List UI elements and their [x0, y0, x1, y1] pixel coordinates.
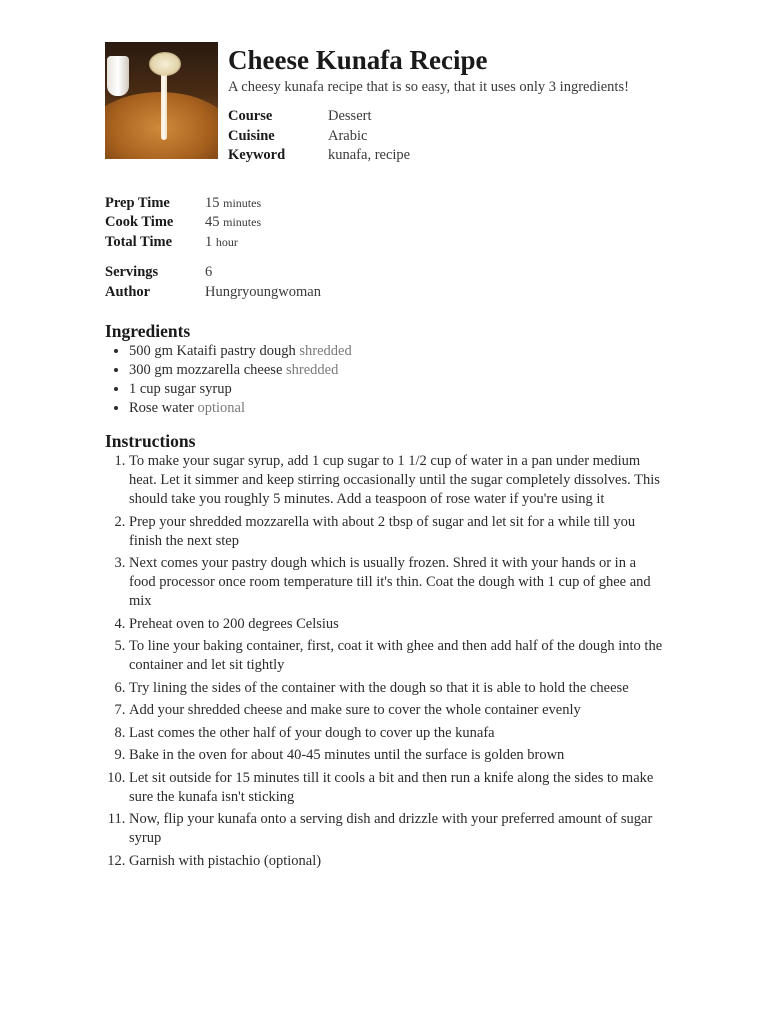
- kunafa-photo: [105, 42, 218, 159]
- time-label: Prep Time: [105, 194, 170, 211]
- ingredient-text: 500 gm Kataifi pastry dough: [129, 343, 296, 359]
- ingredient-item: [129, 399, 665, 418]
- meta-row-course: [228, 107, 410, 127]
- recipe-title: Cheese Kunafa Recipe: [228, 45, 488, 75]
- time-unit: minutes: [223, 215, 262, 229]
- meta-row-keyword: [228, 146, 410, 166]
- meta-value: Arabic: [328, 127, 368, 144]
- recipe-times: [105, 194, 261, 253]
- time-value: [205, 194, 261, 214]
- instruction-step: 11. Now, flip your kunafa onto a serving dish and drizzle with your preferred amount of sugar syrup: [129, 810, 665, 848]
- time-amount: 15: [205, 194, 220, 211]
- instructions-list: [105, 452, 665, 871]
- meta-label: Keyword: [228, 147, 286, 163]
- ingredient-note: shredded: [299, 343, 352, 359]
- time-row-cook: [105, 213, 261, 233]
- instruction-step: 5. To line your baking container, first, coat it with ghee and then add half of the dough into the container and let sit tightly: [129, 637, 665, 675]
- time-label: Total Time: [105, 233, 173, 250]
- time-value: [205, 213, 261, 233]
- meta-label: Course: [228, 108, 273, 124]
- recipe-summary: A cheesy kunafa recipe that is so easy, that it uses only 3 ingredients!: [228, 79, 629, 95]
- ingredient-text: 1 cup sugar syrup: [129, 381, 232, 397]
- instruction-step: 1. To make your sugar syrup, add 1 cup sugar to 1 1/2 cup of water in a pan under medium heat. Let it simmer and keep stirring occasionally until the sugar completely dissolves. This should take you roughly 5 minutes. Add a teaspoon of rose water if you're using it: [129, 452, 665, 509]
- ingredients-heading: Ingredients: [105, 321, 191, 341]
- meta-row-cuisine: [228, 127, 410, 147]
- meta-value: Dessert: [328, 108, 372, 124]
- time-value: [205, 233, 261, 253]
- ingredient-item: [129, 342, 665, 361]
- ingredient-note: optional: [197, 400, 245, 416]
- cup-shape: [107, 56, 129, 96]
- recipe-header: [105, 42, 665, 166]
- ingredients-list: [105, 342, 665, 418]
- instruction-step: 4. Preheat oven to 200 degrees Celsius: [129, 615, 665, 634]
- instruction-step: 12. Garnish with pistachio (optional): [129, 852, 665, 871]
- meta-value: kunafa, recipe: [328, 147, 411, 163]
- instruction-step: 9. Bake in the oven for about 40-45 minutes until the surface is golden brown: [129, 746, 665, 765]
- ingredient-text: 300 gm mozzarella cheese: [129, 362, 283, 378]
- recipe-card: [105, 42, 665, 874]
- ingredient-item: [129, 361, 665, 380]
- instruction-step: 10. Let sit outside for 15 minutes till it cools a bit and then run a knife along the sides to make sure the kunafa isn't sticking: [129, 769, 665, 807]
- time-unit: hour: [215, 234, 238, 249]
- time-row-total: [105, 233, 261, 253]
- instruction-step: 6. Try lining the sides of the container with the dough so that it is able to hold the cheese: [129, 679, 665, 698]
- time-label: Cook Time: [105, 214, 174, 230]
- instruction-step: 7. Add your shredded cheese and make sure to cover the whole container evenly: [129, 701, 665, 720]
- servings-row: [105, 263, 321, 283]
- instruction-step: 2. Prep your shredded mozzarella with about 2 tbsp of sugar and let sit for a while till you finish the next step: [129, 513, 665, 551]
- instructions-heading: Instructions: [105, 431, 196, 451]
- cheese-tuft-shape: [149, 52, 181, 76]
- title-block: [228, 42, 665, 166]
- author-row: [105, 283, 321, 303]
- recipe-servings-author: [105, 263, 321, 302]
- ingredient-text: Rose water: [129, 400, 194, 416]
- servings-label: Servings: [105, 264, 159, 280]
- time-unit: minutes: [223, 195, 262, 210]
- author-label: Author: [105, 283, 151, 300]
- time-amount: 1: [205, 233, 213, 250]
- author-value: Hungryoungwoman: [205, 283, 321, 300]
- time-amount: 45: [205, 214, 220, 230]
- ingredient-note: shredded: [286, 362, 339, 378]
- servings-value: 6: [205, 264, 213, 280]
- instruction-step: 8. Last comes the other half of your dough to cover up the kunafa: [129, 724, 665, 743]
- time-row-prep: [105, 194, 261, 214]
- ingredient-item: [129, 380, 665, 399]
- instruction-step: 3. Next comes your pastry dough which is usually frozen. Shred it with your hands or in a food processor once room temperature till it's thin. Coat the dough with 1 cup of ghee and mix: [129, 554, 665, 611]
- recipe-meta: [228, 107, 410, 166]
- meta-label: Cuisine: [228, 127, 275, 144]
